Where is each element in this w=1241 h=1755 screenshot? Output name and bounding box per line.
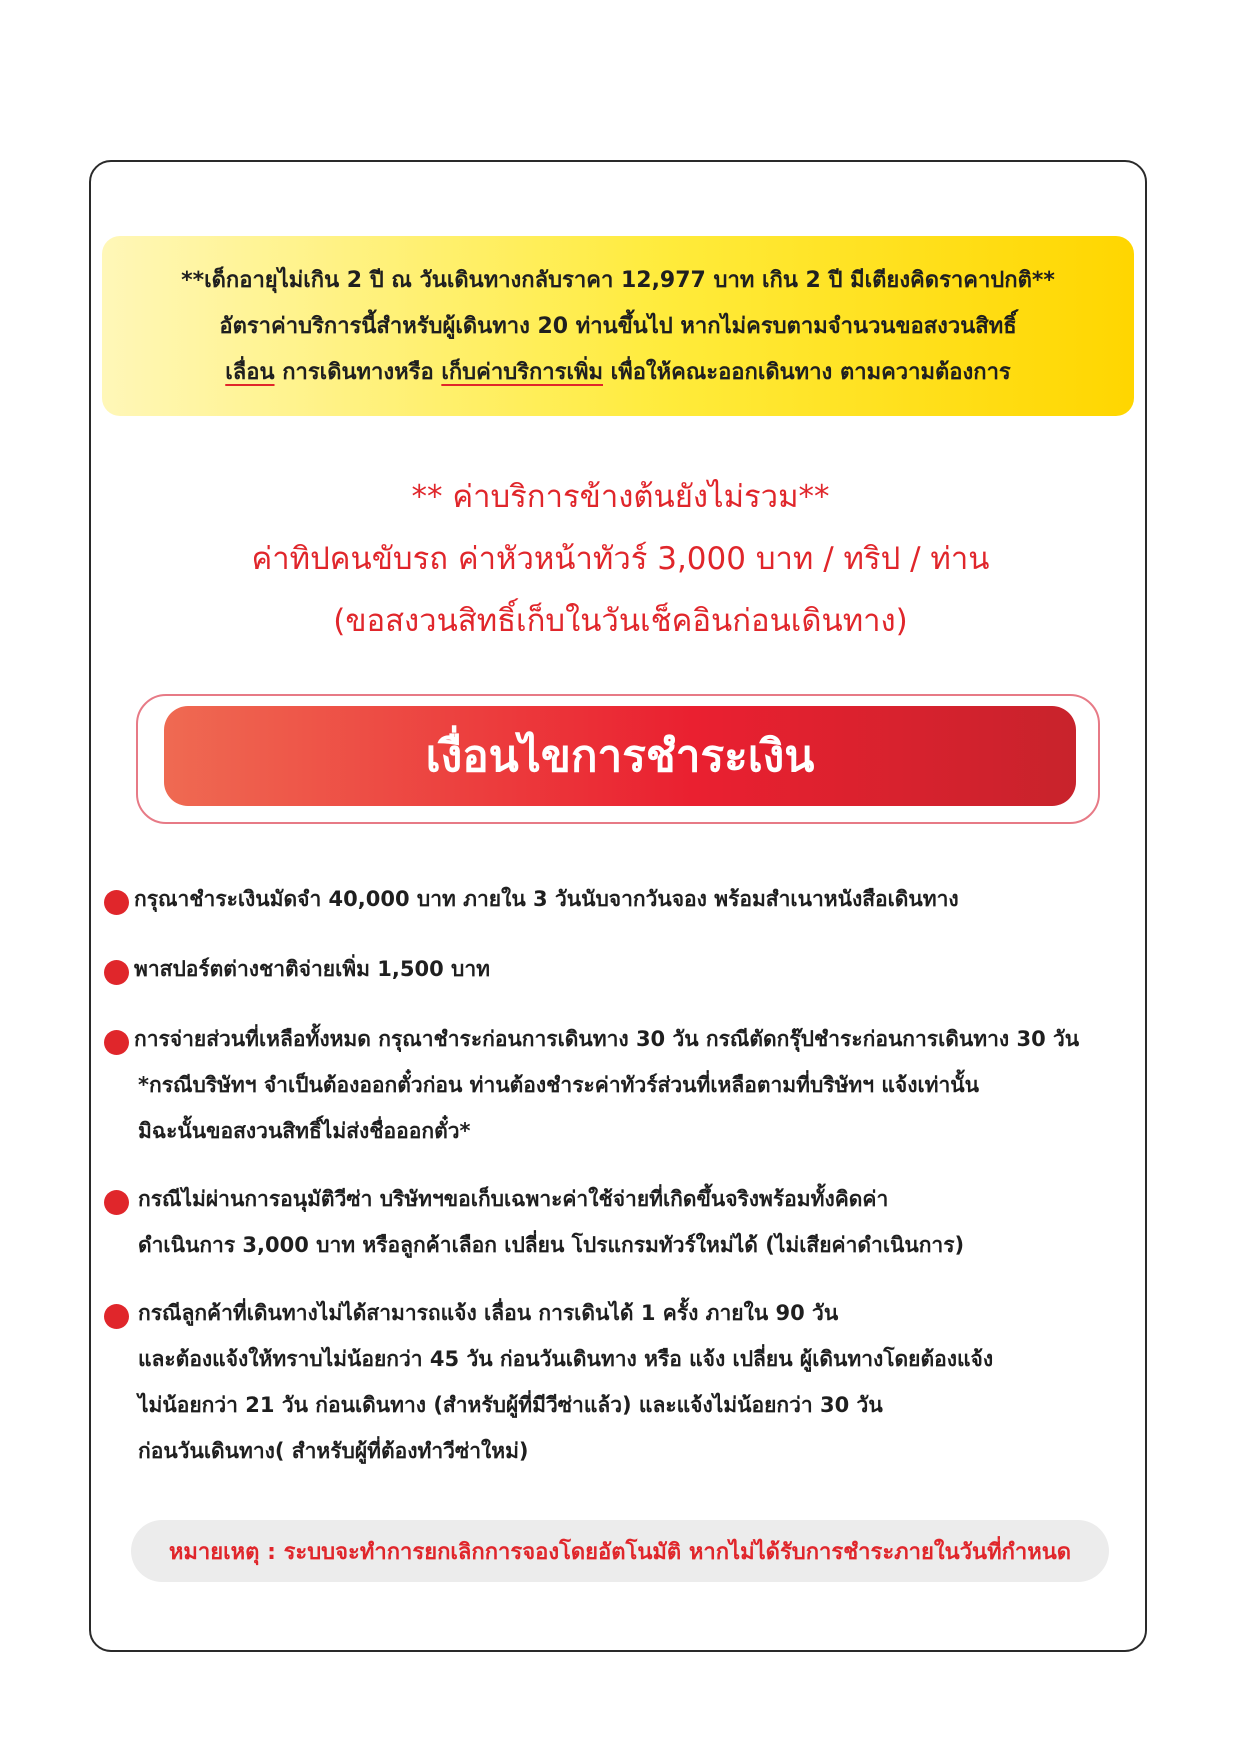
auto-cancel-remark [131,1520,1109,1582]
item-text: มิฉะนั้นขอสงวนสิทธิ์ไม่ส่งชื่อออกตั๋ว* [138,1119,471,1143]
red-bullet-icon [104,1030,129,1055]
exclusions-collection-note: (ขอสงวนสิทธิ์เก็บในวันเช็คอินก่อนเดินทาง) [333,603,908,639]
item-text: *กรณีบริษัทฯ จำเป็นต้องออกตั๋วก่อน ท่านต้องชำระค่าทัวร์ส่วนที่เหลือตามที่บริษัทฯ แจ้งเท่านั้น [138,1073,979,1097]
item-text: ดำเนินการ 3,000 บาท หรือลูกค้าเลือก เปลี่ยน โปรแกรมทัวร์ใหม่ได้ (ไม่เสียค่าดำเนินการ) [138,1233,965,1257]
list-item [104,946,1144,992]
notice-line-3 [102,350,1134,396]
payment-conditions-list [104,876,1144,1496]
item-text: ก่อนวันเดินทาง( สำหรับผู้ที่ต้องทำวีซ่าใหม่) [138,1439,529,1463]
list-item [104,1290,1144,1474]
item-text: การจ่ายส่วนที่เหลือทั้งหมด กรุณาชำระก่อนการเดินทาง 30 วัน กรณีตัดกรุ๊ปชำระก่อนการเดินทาง 30 วัน [134,1027,1080,1051]
item-text: กรุณาชำระเงินมัดจำ 40,000 บาท ภายใน 3 วันนับจากวันจอง พร้อมสำเนาหนังสือเดินทาง [134,887,959,911]
notice-mid-text: การเดินทางหรือ [282,360,434,385]
red-bullet-icon [104,890,129,915]
payment-title-banner [164,706,1076,806]
payment-title: เงื่อนไขการชำระเงิน [425,731,815,782]
notice-line-1: **เด็กอายุไม่เกิน 2 ปี ณ วันเดินทางกลับราคา 12,977 บาท เกิน 2 ปี มีเตียงคิดราคาปกติ** [181,268,1055,293]
price-exclusions [0,466,1241,652]
item-text: ไม่น้อยกว่า 21 วัน ก่อนเดินทาง (สำหรับผู้ที่มีวีซ่าแล้ว) และแจ้งไม่น้อยกว่า 30 วัน [138,1393,883,1417]
exclusions-heading: ** ค่าบริการข้างต้นยังไม่รวม** [411,479,830,515]
child-price-notice [102,236,1134,416]
red-bullet-icon [104,1190,129,1215]
notice-end-text: เพื่อให้คณะออกเดินทาง ตามความต้องการ [610,360,1011,385]
item-text: พาสปอร์ตต่างชาติจ่ายเพิ่ม 1,500 บาท [134,957,490,981]
list-item [104,1176,1144,1268]
item-text: และต้องแจ้งให้ทราบไม่น้อยกว่า 45 วัน ก่อนวันเดินทาง หรือ แจ้ง เปลี่ยน ผู้เดินทางโดยต้องแจ้ง [138,1347,994,1371]
item-text: กรณีลูกค้าที่เดินทางไม่ได้สามารถแจ้ง เลื่อน การเดินได้ 1 ครั้ง ภายใน 90 วัน [138,1301,839,1325]
notice-line-2: อัตราค่าบริการนี้สำหรับผู้เดินทาง 20 ท่านขึ้นไป หากไม่ครบตามจำนวนขอสงวนสิทธิ์ [219,314,1017,339]
list-item [104,1016,1144,1154]
notice-extra-fee-text: เก็บค่าบริการเพิ่ม [441,360,603,385]
item-text: กรณีไม่ผ่านการอนุมัติวีซ่า บริษัทฯขอเก็บเฉพาะค่าใช้จ่ายที่เกิดขึ้นจริงพร้อมทั้งคิดค่า [138,1187,889,1211]
exclusions-tip-fee: ค่าทิปคนขับรถ ค่าหัวหน้าทัวร์ 3,000 บาท / ทริป / ท่าน [251,541,990,577]
red-bullet-icon [104,960,129,985]
notice-postpone-text: เลื่อน [225,360,275,385]
list-item [104,876,1144,922]
red-bullet-icon [104,1304,129,1329]
remark-text: หมายเหตุ : ระบบจะทำการยกเลิกการจองโดยอัตโนมัติ หากไม่ได้รับการชำระภายในวันที่กำหนด [168,1539,1072,1565]
